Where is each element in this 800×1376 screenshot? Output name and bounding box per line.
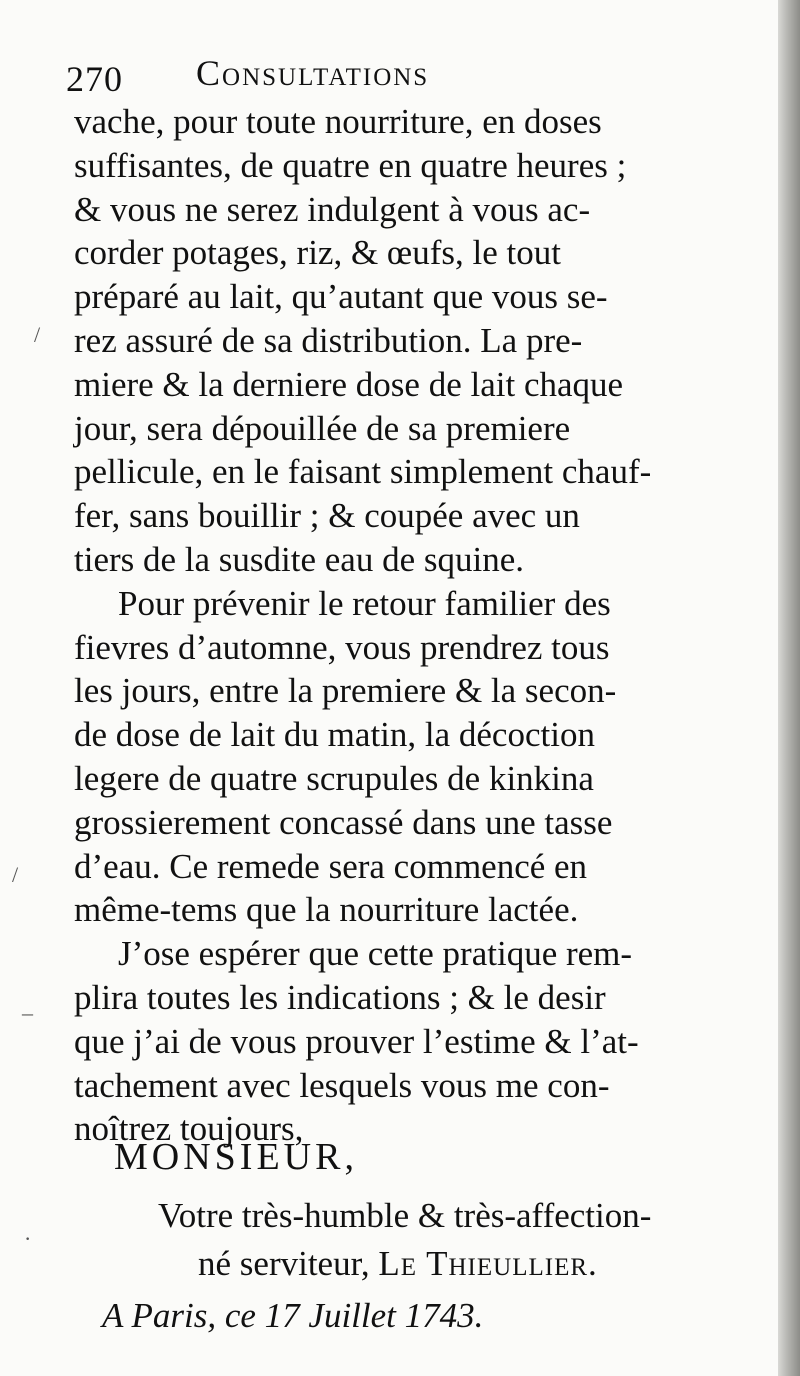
closing-line-prefix: né serviteur, (198, 1244, 370, 1283)
text-line: miere & la derniere dose de lait chaque (74, 364, 624, 404)
closing-line: Votre très-humble & très-affection- (158, 1196, 652, 1235)
closing-block (72, 1192, 722, 1340)
margin-speck: / (12, 862, 19, 887)
page-header (66, 52, 706, 102)
running-title: Consultations (196, 53, 430, 93)
text-line: de dose de lait du matin, la décoction (74, 715, 595, 755)
text-line: tachement avec lesquels vous me con- (74, 1065, 610, 1105)
text-line: grossierement concassé dans une tasse (74, 802, 613, 842)
body-text (74, 100, 714, 1151)
text-line: plira toutes les indications ; & le desir (74, 977, 606, 1017)
page-edge-shadow (778, 0, 800, 1376)
margin-speck: – (22, 1000, 33, 1025)
text-line: pellicule, en le faisant simplement chauf- (74, 452, 652, 492)
text-line: legere de quatre scrupules de kinkina (74, 758, 594, 798)
text-line: vache, pour toute nourriture, en doses (74, 102, 602, 141)
text-line: fer, sans bouillir ; & coupée avec un (74, 496, 580, 536)
closing-signature-line (72, 1240, 722, 1288)
page-number: 270 (66, 59, 123, 99)
text-line: les jours, entre la premiere & la secon- (74, 671, 617, 711)
text-line: fievres d’automne, vous prendrez tous (74, 627, 610, 667)
text-line: rez assuré de sa distribution. La pre- (74, 320, 583, 360)
text-line: jour, sera dépouillée de sa premiere (74, 408, 571, 448)
margin-speck: / (34, 322, 41, 347)
text-line: & vous ne serez indulgent à vous ac- (74, 189, 591, 229)
text-line: préparé au lait, qu’autant que vous se- (74, 277, 608, 317)
text-line: suffisantes, de quatre en quatre heures ; (74, 145, 627, 185)
text-line: que j’ai de vous prouver l’estime & l’at- (74, 1021, 639, 1061)
text-line: même-tems que la nourriture lactée. (74, 890, 579, 930)
place-and-date: A Paris, ce 17 Juillet 1743. (102, 1296, 484, 1335)
paragraph-first-line: Pour prévenir le retour familier des (118, 583, 611, 623)
paragraph-first-line: J’ose espérer que cette pratique rem- (118, 934, 633, 974)
margin-speck: · (24, 1226, 32, 1251)
text-line: d’eau. Ce remede sera commencé en (74, 846, 588, 886)
text-line: corder potages, riz, & œufs, le tout (74, 233, 561, 273)
signature: Le Thieullier. (378, 1244, 598, 1283)
text-line: noîtrez toujours, (74, 1109, 304, 1149)
text-line: tiers de la susdite eau de squine. (74, 539, 525, 579)
salutation: MONSIEUR, (114, 1136, 358, 1178)
